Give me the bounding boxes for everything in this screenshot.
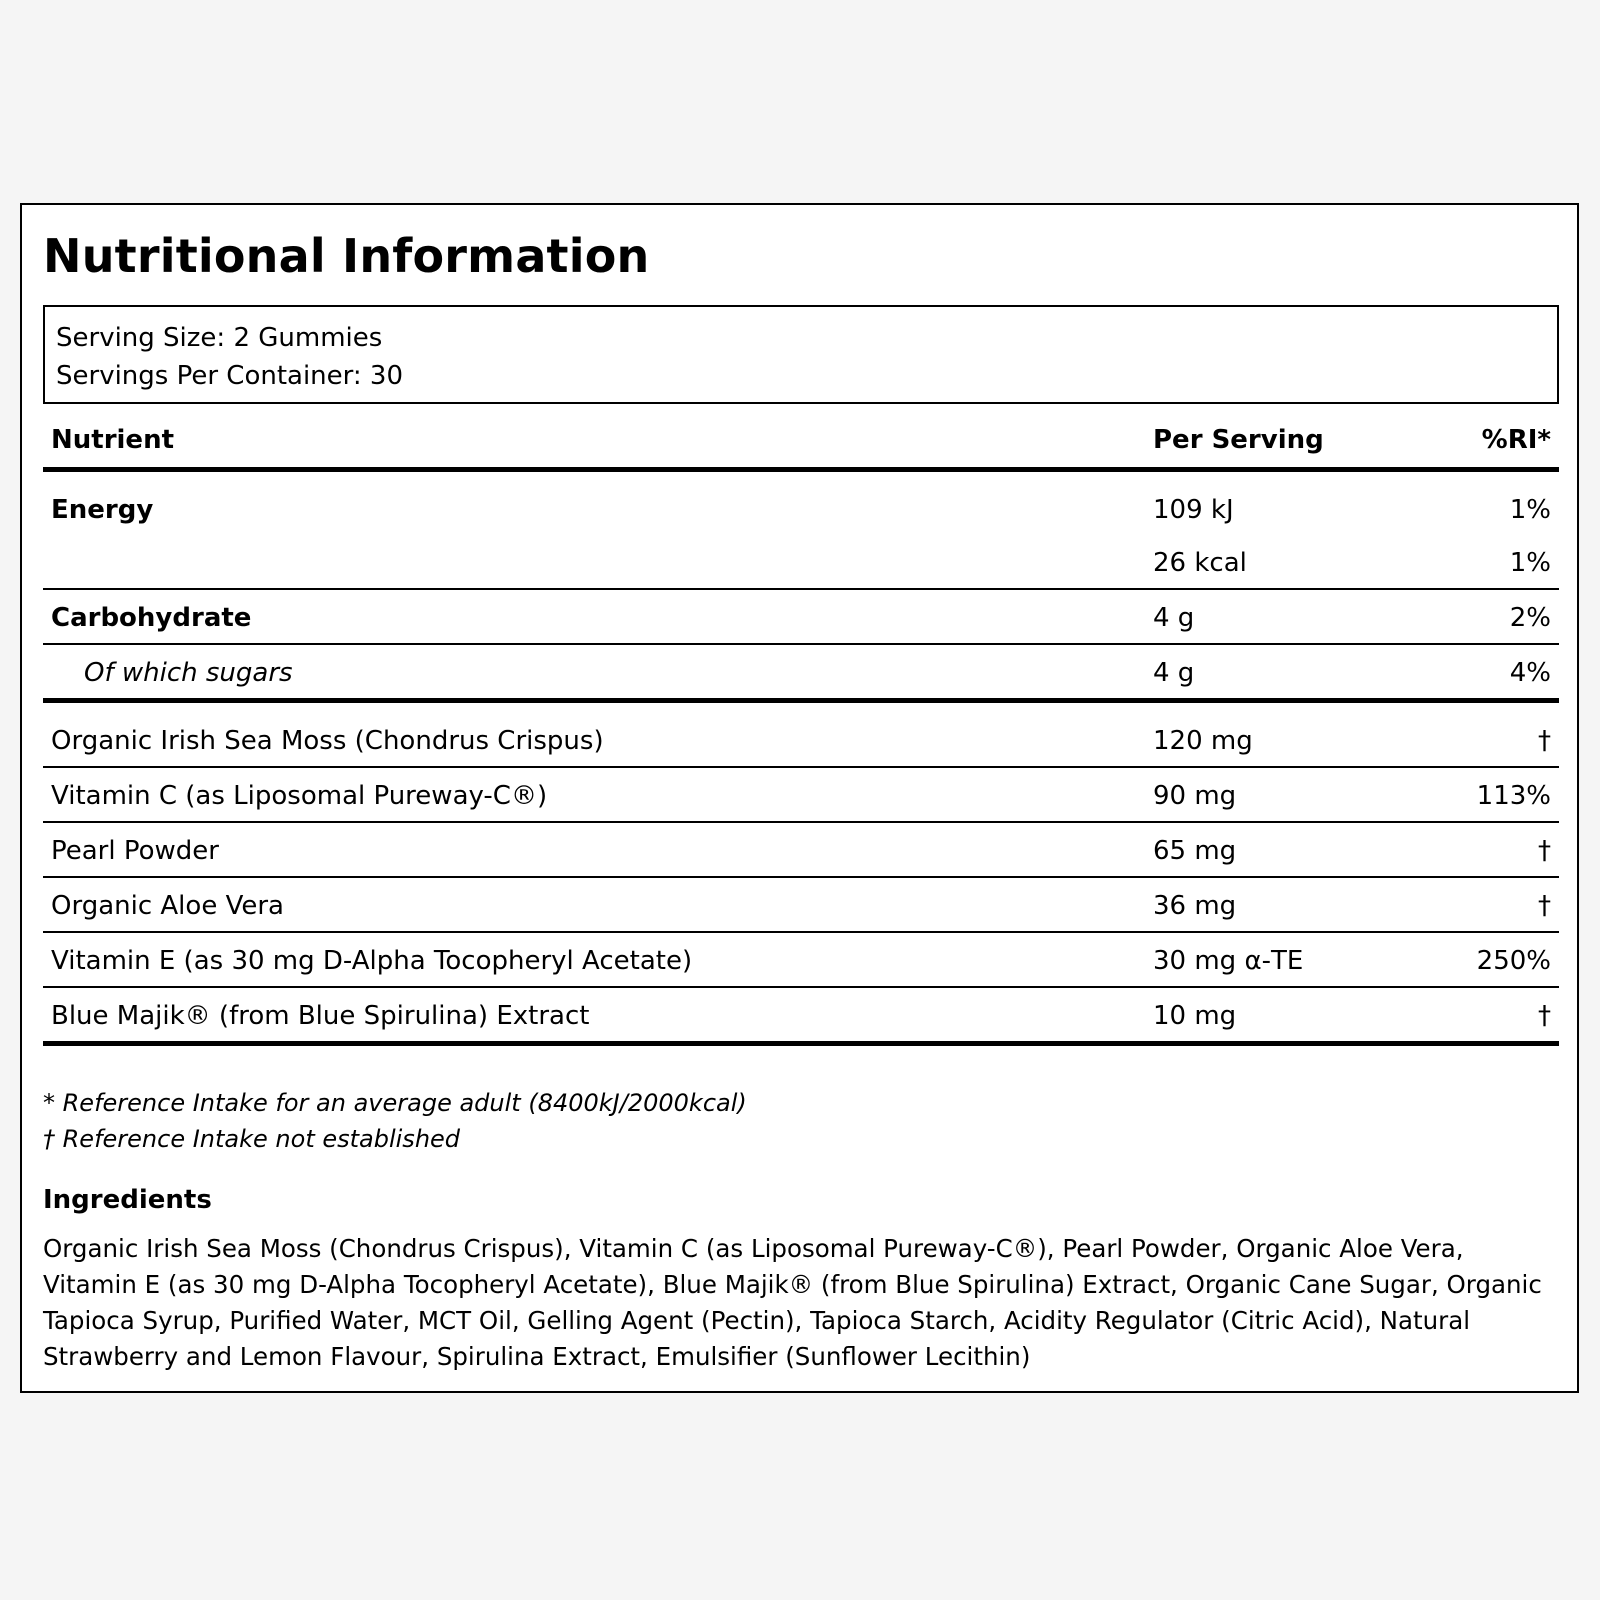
nutrient-name: Organic Aloe Vera	[51, 891, 284, 921]
row-divider	[43, 766, 1559, 768]
nutrient-name: Pearl Powder	[51, 836, 219, 866]
section-divider	[43, 698, 1559, 703]
row-divider	[43, 821, 1559, 823]
table-bottom-divider	[43, 1041, 1559, 1046]
header-nutrient: Nutrient	[51, 425, 175, 455]
row-divider	[43, 643, 1559, 645]
nutrient-amount: 90 mg	[1153, 781, 1237, 811]
row-divider	[43, 876, 1559, 878]
nutrient-name: Vitamin E (as 30 mg D-Alpha Tocopheryl Acetate)	[51, 946, 693, 976]
nutrient-ri: †	[1538, 726, 1551, 756]
nutrient-ri: 2%	[1509, 603, 1551, 633]
nutrient-name: Of which sugars	[84, 658, 293, 688]
dagger-footnote: † Reference Intake not established	[43, 1125, 461, 1153]
row-divider	[43, 931, 1559, 933]
nutrient-amount: 120 mg	[1153, 726, 1253, 756]
nutrient-ri: 1%	[1509, 495, 1551, 525]
page-title: Nutritional Information	[43, 229, 650, 283]
header-per-serving: Per Serving	[1153, 425, 1324, 455]
nutrient-ri: 250%	[1476, 946, 1551, 976]
serving-info-box	[43, 305, 1559, 404]
nutrient-ri: 1%	[1509, 548, 1551, 578]
servings-per-container: Servings Per Container: 30	[56, 361, 404, 391]
nutrient-ri: 4%	[1509, 658, 1551, 688]
footnotes	[43, 1085, 747, 1157]
nutrient-name: Carbohydrate	[51, 603, 252, 633]
nutrient-ri: 113%	[1476, 781, 1551, 811]
nutrient-amount: 4 g	[1153, 658, 1195, 688]
nutrient-name: Blue Majik® (from Blue Spirulina) Extract	[51, 1001, 590, 1031]
ri-footnote: * Reference Intake for an average adult (8400kJ/2000kcal)	[43, 1089, 747, 1117]
nutrient-name: Energy	[51, 495, 154, 525]
header-divider	[43, 467, 1559, 472]
nutrient-amount: 36 mg	[1153, 891, 1237, 921]
nutrient-ri: †	[1538, 1001, 1551, 1031]
header-ri: %RI*	[1481, 425, 1551, 455]
row-divider	[43, 588, 1559, 590]
nutrient-ri: †	[1538, 891, 1551, 921]
serving-size: Serving Size: 2 Gummies	[56, 323, 383, 353]
nutrient-amount: 65 mg	[1153, 836, 1237, 866]
nutrient-amount: 26 kcal	[1153, 548, 1247, 578]
ingredients-text: Organic Irish Sea Moss (Chondrus Crispus), Vitamin C (as Liposomal Pureway-C®), Pearl Powder, Organic Aloe Vera, Vitamin E (as 30 mg D-Alpha Tocopheryl Acetate), Blue Majik® (from Blue Spirulina) Extract, Organic Cane Sugar, Organic Tapioca Syrup, Purified Water, MCT Oil, Gelling Agent (Pectin), Tapioca Starch, Acidity Regulator (Citric Acid), Natural Strawberry and Lemon Flavour, Spirulina Extract, Emulsifier (Sunflower Lecithin)	[43, 1234, 1542, 1371]
row-divider	[43, 986, 1559, 988]
nutrient-amount: 4 g	[1153, 603, 1195, 633]
nutrient-amount: 109 kJ	[1153, 495, 1234, 525]
nutrient-amount: 10 mg	[1153, 1001, 1237, 1031]
nutrient-name: Vitamin C (as Liposomal Pureway-C®)	[51, 781, 548, 811]
ingredients-title: Ingredients	[43, 1185, 212, 1215]
nutrition-panel	[20, 203, 1579, 1393]
nutrient-name: Organic Irish Sea Moss (Chondrus Crispus)	[51, 726, 604, 756]
nutrient-amount: 30 mg α-TE	[1153, 946, 1304, 976]
nutrient-ri: †	[1538, 836, 1551, 866]
table-header	[43, 425, 1559, 465]
